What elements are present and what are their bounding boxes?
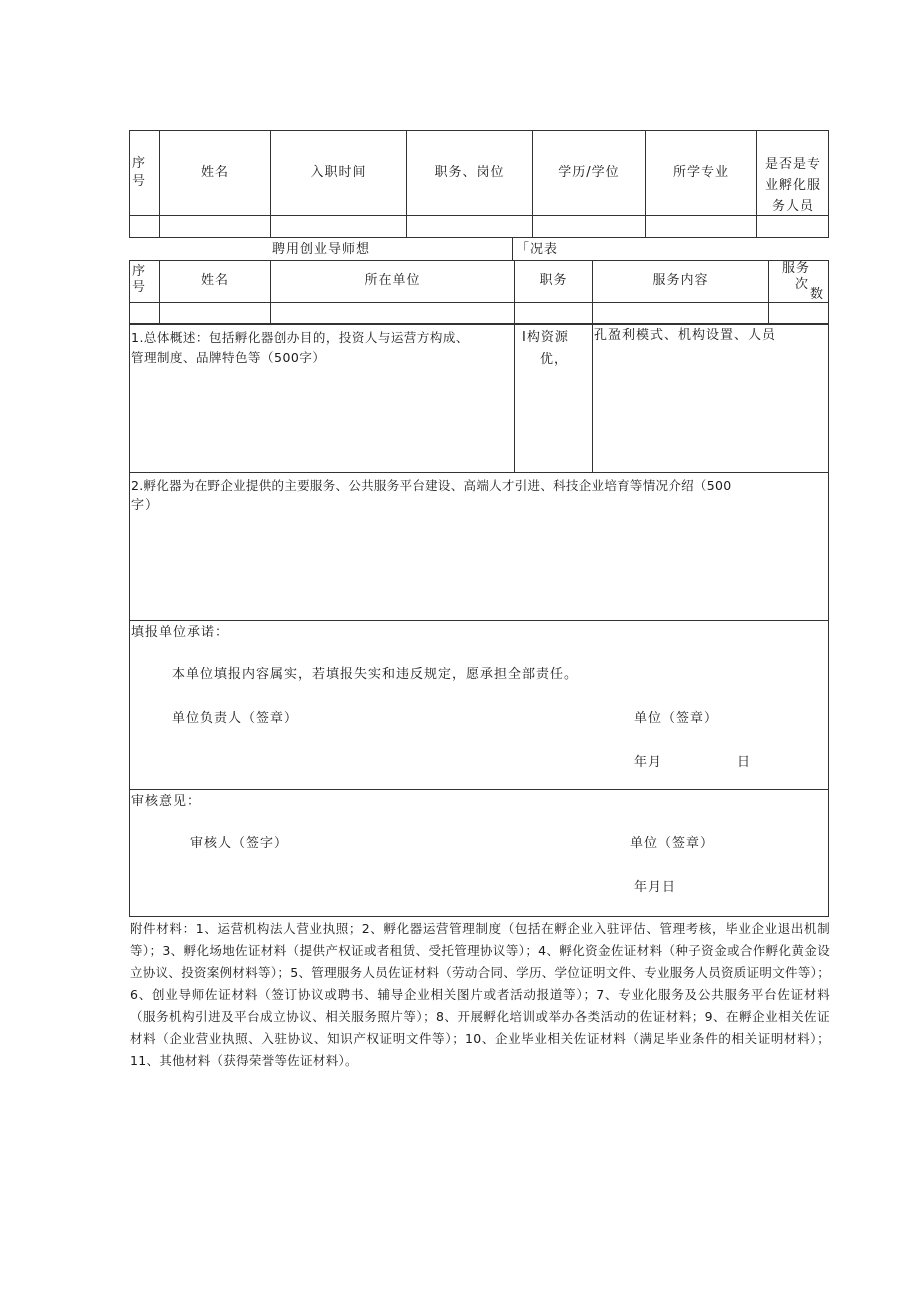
commitment-statement: 本单位填报内容属实，若填报失实和违反规定，愿承担全部责任。 [172,667,579,682]
staff-header-degree: 学历/学位 [558,165,620,180]
review-title: 审核意见： [131,794,202,809]
col-divider [514,260,515,324]
section1-divider [514,324,515,472]
section1-left-line1: 1.总体概述：包括孵化器创办目的，投资人与运营方构成、 [131,330,469,345]
staff-header-specialist-3: 务人员 [771,199,814,214]
commitment-date-ym: 年月 [634,755,663,770]
section2-line1: 2.孵化器为在野企业提供的主要服务、公共服务平台建设、高端人才引进、科技企业培育等情况介绍（500 [131,478,732,493]
commitment-unit-seal: 单位（签章） [634,711,719,726]
mentor-table [129,260,829,324]
mentor-header-duty: 职务 [539,273,568,288]
mentor-header-unit: 所在单位 [364,273,421,288]
col-divider [592,260,593,324]
staff-header-specialist-1: 是否是专 [764,157,821,172]
mentor-table-row-divider [129,302,829,303]
col-divider [159,130,160,238]
staff-header-seq-2: 号 [132,174,147,189]
staff-header-hire-date: 入职时间 [310,165,367,180]
leader-signature: 单位负责人（签章） [172,711,299,726]
staff-table [129,130,829,238]
mentor-header-count-3: 数 [810,287,825,302]
mentor-header-content: 服务内容 [652,273,709,288]
col-divider [406,130,407,238]
section1-right-line1: 孔盈利模式、机构设置、人员 [594,328,777,343]
commitment-date-d: 日 [737,755,752,770]
col-divider [645,130,646,238]
reviewer-signature: 审核人（签字） [190,836,289,851]
commitment-title: 填报单位承诺： [131,625,230,640]
section1-bottom [129,472,829,473]
staff-table-row-divider [129,215,829,216]
col-divider [768,260,769,324]
staff-header-position: 职务、岗位 [434,165,505,180]
col-divider [270,130,271,238]
staff-header-name: 姓名 [200,165,229,180]
commitment-bottom [129,789,829,790]
review-date: 年月日 [634,880,677,895]
section1-left-line2: 管理制度、品牌特色等（500字） [131,350,326,365]
col-divider [532,130,533,238]
section1-mid-line1: I构资源 [522,330,569,345]
section1-divider [592,324,593,472]
mentor-header-seq-2: 号 [132,280,147,295]
col-divider [159,260,160,324]
attachments-note: 附件材料：1、运营机构法人营业执照；2、孵化器运营管理制度（包括在孵企业入驻评估、管理考核，毕业企业退出机制等）；3、孵化场地佐证材料（提供产权证或者租赁、受托管理协议等）；4、孵化资金佐证材料（种子资金或合作孵化黄金设立协议、投资案例材料等）；5、管理服务人员佐证材料（劳动合同、学历、学位证明文件、专业服务人员资质证明文件等）；6、创业导师佐证材料（签订协议或聘书、辅导企业相关图片或者活动报道等）；7、专业化服务及公共服务平台佐证材料（服务机构引进及平台成立协议、相关服务照片等）；8、开展孵化培训或举办各类活动的佐证材料；9、在孵企业相关佐证材料（企业营业执照、入驻协议、知识产权证明文件等）；10、企业毕业相关佐证材料（满足毕业条件的相关证明材料）；11、其他材料（获得荣誉等佐证材料）。 [130,921,830,1068]
section1-mid-line2: 优， [540,352,569,367]
section2-bottom [129,620,829,621]
col-divider [270,260,271,324]
mentor-table-title-left: 聘用创业导师想 [272,242,371,257]
staff-header-major: 所学专业 [672,165,729,180]
staff-header-seq-1: 序 [132,156,147,171]
title-divider [512,238,513,260]
section2-line2: 字） [131,498,160,513]
mentor-header-name: 姓名 [200,273,229,288]
mentor-header-count-2: 次 [795,277,810,292]
review-unit-seal: 单位（签章） [630,836,715,851]
mentor-header-count-1: 服务 [782,261,811,276]
mentor-header-seq-1: 序 [132,264,147,279]
staff-header-specialist-2: 业孵化服 [764,178,821,193]
mentor-table-title-right: 「况表 [516,242,559,257]
